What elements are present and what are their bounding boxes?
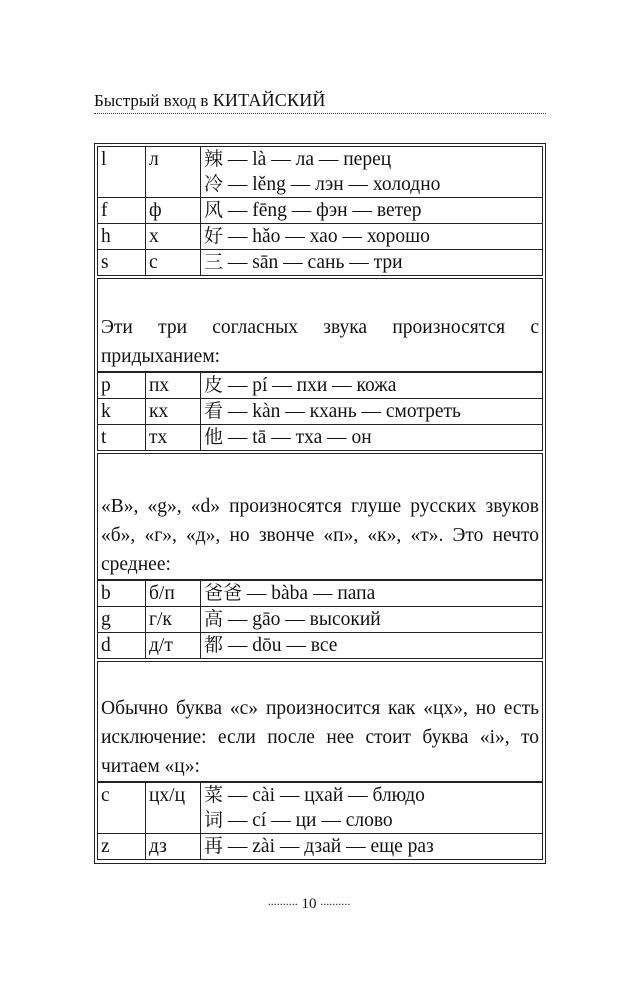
example-cell (201, 224, 543, 250)
block4-note: Обычно буква «c» произносится как «цх», но есть исключение: если после нее стоит буква «i», то читаем «ц»: (97, 661, 543, 782)
russian-cell: кх (146, 399, 201, 425)
russian-cell: цх/ц (146, 783, 201, 834)
table-row (98, 425, 543, 451)
example-text: — kàn — кхань — смотреть (223, 401, 461, 422)
hanzi: 词 (204, 809, 224, 831)
pinyin-cell: z (98, 834, 146, 860)
pinyin-cell: p (98, 373, 146, 399)
table-row (98, 147, 543, 198)
table-row (98, 399, 543, 425)
example-text: — là — ла — перец (223, 149, 392, 170)
russian-cell: д/т (146, 633, 201, 659)
block1-table (97, 146, 543, 276)
hanzi: 风 (204, 199, 224, 221)
russian-cell: пх (146, 373, 201, 399)
hanzi: 他 (204, 426, 224, 448)
example-cell (201, 425, 543, 451)
pinyin-cell: b (98, 581, 146, 607)
pinyin-cell: t (98, 425, 146, 451)
hanzi: 高 (204, 608, 224, 630)
pinyin-cell: g (98, 607, 146, 633)
block2-table (97, 372, 543, 451)
russian-cell: х (146, 224, 201, 250)
russian-cell: л (146, 147, 201, 198)
table-row (98, 581, 543, 607)
russian-cell: дз (146, 834, 201, 860)
content-inner (97, 146, 543, 861)
hanzi: 爸爸 (204, 582, 243, 604)
example-text: — bàba — папа (242, 583, 376, 604)
block2-note: Эти три согласных звука произносятся с придыханием: (97, 278, 543, 372)
russian-cell: ф (146, 198, 201, 224)
block4-table (97, 782, 543, 860)
example-text: — tā — тха — он (223, 427, 372, 448)
header-title-caps: КИТАЙСКИЙ (212, 90, 326, 110)
pinyin-cell: s (98, 250, 146, 276)
example-cell (201, 783, 543, 834)
example-cell (201, 373, 543, 399)
hanzi: 三 (204, 251, 224, 273)
block3-note: «B», «g», «d» произносятся глуше русских звуков «б», «г», «д», но звонче «п», «к», «т». Это нечто среднее: (97, 453, 543, 580)
block3-table (97, 580, 543, 659)
footer-dots-left: .......... (267, 894, 298, 908)
hanzi: 菜 (204, 784, 224, 806)
russian-cell: с (146, 250, 201, 276)
example-cell (201, 198, 543, 224)
example-cell (201, 581, 543, 607)
pinyin-cell: k (98, 399, 146, 425)
pinyin-cell: l (98, 147, 146, 198)
header-dotted-rule (94, 113, 546, 114)
example-text: — sān — сань — три (223, 252, 403, 273)
example-line (204, 147, 539, 172)
table-row (98, 834, 543, 860)
running-header (94, 90, 546, 111)
example-text: — hǎo — хао — хорошо (223, 226, 430, 247)
table-row (98, 373, 543, 399)
russian-cell: тх (146, 425, 201, 451)
pinyin-cell: h (98, 224, 146, 250)
hanzi: 都 (204, 634, 224, 656)
hanzi: 好 (204, 225, 224, 247)
russian-cell: г/к (146, 607, 201, 633)
example-cell (201, 147, 543, 198)
example-cell (201, 250, 543, 276)
page-number: 10 (301, 896, 317, 912)
table-row (98, 607, 543, 633)
hanzi: 看 (204, 400, 224, 422)
page-footer (0, 896, 618, 913)
header-title-prefix: Быстрый вход в (94, 91, 213, 110)
table-row (98, 633, 543, 659)
table-row (98, 250, 543, 276)
example-text: — cí — ци — слово (223, 810, 393, 831)
table-row (98, 224, 543, 250)
example-cell (201, 607, 543, 633)
example-text: — gāo — высокий (223, 609, 381, 630)
russian-cell: б/п (146, 581, 201, 607)
example-text: — zài — дзай — еще раз (223, 836, 434, 857)
pinyin-cell: c (98, 783, 146, 834)
footer-dots-right: .......... (320, 894, 351, 908)
pinyin-cell: d (98, 633, 146, 659)
example-cell (201, 834, 543, 860)
hanzi: 辣 (204, 148, 224, 170)
example-text: — dōu — все (223, 635, 338, 656)
example-line (204, 808, 539, 833)
table-row (98, 198, 543, 224)
content-frame (94, 143, 546, 864)
example-line (204, 783, 539, 808)
pinyin-cell: f (98, 198, 146, 224)
example-line (204, 172, 539, 197)
table-row (98, 783, 543, 834)
hanzi: 皮 (204, 374, 224, 396)
example-text: — fēng — фэн — ветер (223, 200, 422, 221)
example-cell (201, 633, 543, 659)
example-text: — pí — пхи — кожа (223, 375, 397, 396)
example-text: — lěng — лэн — холодно (223, 174, 441, 195)
example-cell (201, 399, 543, 425)
example-text: — cài — цхай — блюдо (223, 785, 425, 806)
hanzi: 再 (204, 835, 224, 857)
hanzi: 冷 (204, 173, 224, 195)
